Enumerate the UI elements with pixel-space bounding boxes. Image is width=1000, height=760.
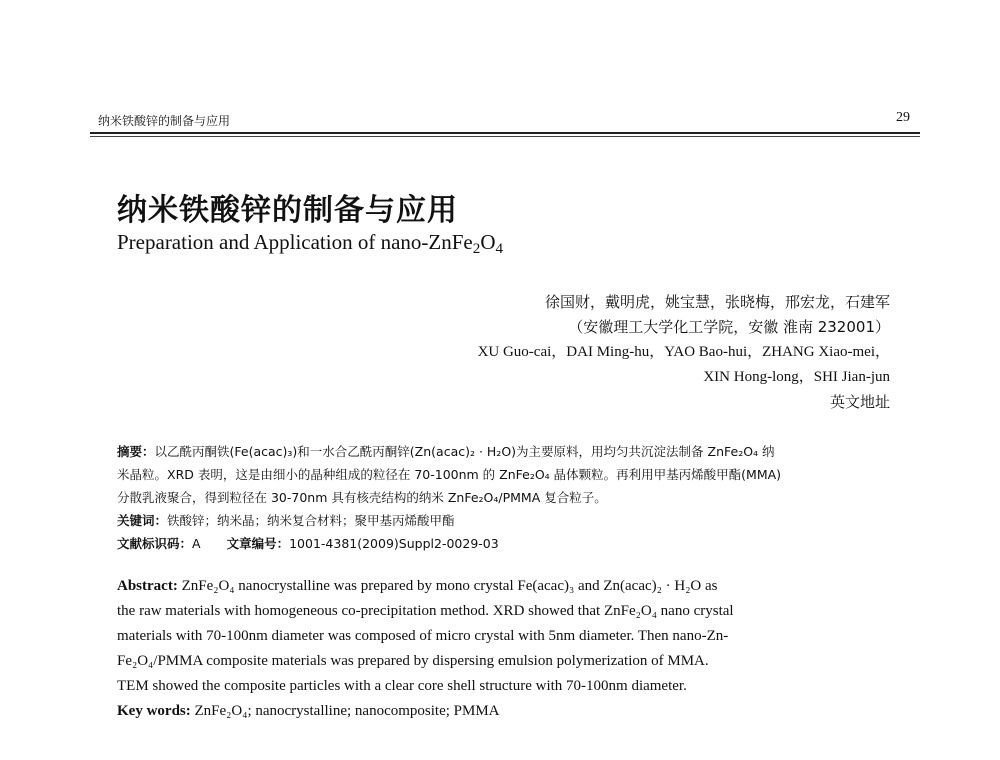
authors-english-line2: XIN Hong-long，SHI Jian-jun xyxy=(703,369,890,385)
keywords-zh: 铁酸锌；纳米晶；纳米复合材料；聚甲基丙烯酸甲酯 xyxy=(167,513,455,528)
title-english-prefix: Preparation and Application of nano-ZnFe xyxy=(117,230,473,254)
running-title: 纳米铁酸锌的制备与应用 xyxy=(98,114,231,128)
keywords-en: ZnFe₂O₄; nanocrystalline; nanocomposite; PMMA xyxy=(194,703,500,719)
affiliation-chinese: （安徽理工大学化工学院，安徽 淮南 232001） xyxy=(568,318,890,336)
title-english-sub2: 4 xyxy=(495,240,504,257)
abstract-english xyxy=(117,574,887,724)
authors-chinese: 徐国财，戴明虎，姚宝慧，张晓梅，邢宏龙，石建军 xyxy=(544,293,890,311)
abstract-en-text-3: materials with 70-100nm diameter was composed of micro crystal with 5nm diameter. Then nano-Zn- xyxy=(117,628,729,644)
authors-block xyxy=(478,290,890,415)
header-rule-thin xyxy=(90,136,920,137)
title-english-mid: O xyxy=(480,230,496,254)
keywords-en-label: Key words: xyxy=(117,703,191,719)
doc-code: A xyxy=(192,536,201,551)
title-english xyxy=(117,230,503,258)
keywords-en-line xyxy=(117,699,887,724)
abstract-chinese xyxy=(117,440,887,555)
abstract-zh-text-2: 米晶粒。XRD 表明，这是由细小的晶种组成的粒径在 70-100nm 的 ZnFe₂O₄ 晶体颗粒。再利用甲基丙烯酸甲酯(MMA) xyxy=(117,467,782,482)
abstract-en-text-1: ZnFe₂O₄ nanocrystalline was prepared by mono crystal Fe(acac)₃ and Zn(acac)₂ · H₂O as xyxy=(181,578,718,594)
abstract-zh-label: 摘要： xyxy=(117,444,155,459)
header-rule-thick xyxy=(90,132,920,134)
article-no-label: 文章编号： xyxy=(226,536,290,551)
abstract-zh-line-1 xyxy=(117,440,887,463)
affiliation-english-placeholder: 英文地址 xyxy=(829,393,890,411)
abstract-zh-text-3: 分散乳液聚合，得到粒径在 30-70nm 具有核壳结构的纳米 ZnFe₂O₄/PMMA 复合粒子。 xyxy=(117,490,607,505)
title-chinese: 纳米铁酸锌的制备与应用 xyxy=(117,193,458,228)
abstract-zh-text-1: 以乙酰丙酮铁(Fe(acac)₃)和一水合乙酰丙酮锌(Zn(acac)₂ · H₂O)为主要原料，用均匀共沉淀法制备 ZnFe₂O₄ 纳 xyxy=(154,444,775,459)
keywords-zh-line xyxy=(117,509,887,532)
title-english-sub1: 2 xyxy=(472,240,481,257)
running-header xyxy=(98,112,910,132)
doc-code-label: 文献标识码： xyxy=(117,536,193,551)
abstract-en-text-5: TEM showed the composite particles with a clear core shell structure with 70-100nm diameter. xyxy=(117,678,687,694)
keywords-zh-label: 关键词： xyxy=(117,513,168,528)
abstract-en-text-4: Fe₂O₄/PMMA composite materials was prepared by dispersing emulsion polymerization of MMA. xyxy=(117,653,709,669)
abstract-en-label: Abstract: xyxy=(117,578,178,594)
article-no: 1001-4381(2009)Suppl2-0029-03 xyxy=(289,536,499,551)
doc-info-line xyxy=(117,532,887,555)
authors-english-line1: XU Guo-cai，DAI Ming-hu，YAO Bao-hui，ZHANG Xiao-mei， xyxy=(477,344,890,360)
abstract-en-line-1 xyxy=(117,574,887,599)
page-number: 29 xyxy=(896,110,910,125)
abstract-en-text-2: the raw materials with homogeneous co-precipitation method. XRD showed that ZnFe₂O₄ nano crystal xyxy=(117,603,734,619)
